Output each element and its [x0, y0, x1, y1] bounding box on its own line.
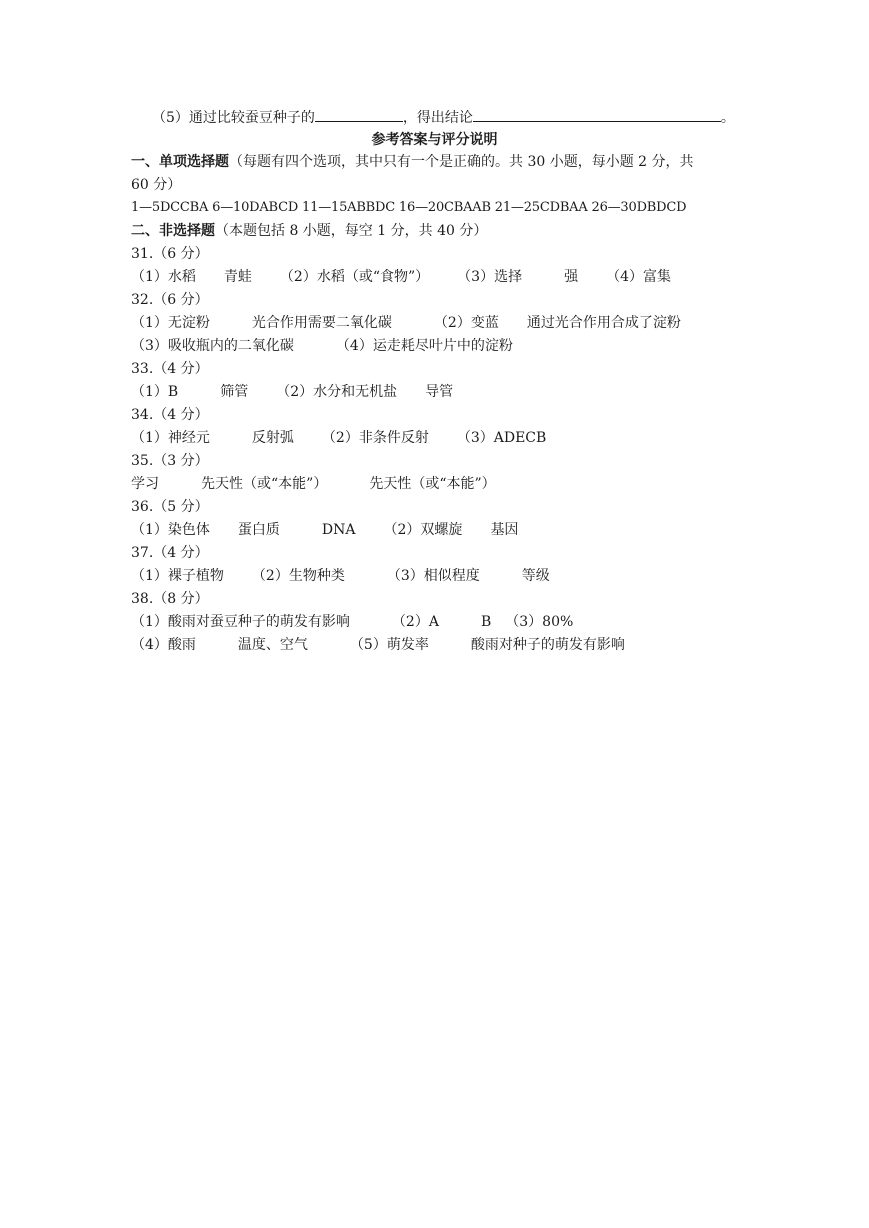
q31-answer-3: （2）水稻（或“食物”） — [279, 269, 430, 285]
q38-answer-1: （1）酸雨对蚕豆种子的萌发有影响 — [131, 614, 350, 630]
q35-answer-1: 学习 — [131, 476, 159, 492]
question-5-line — [152, 106, 735, 126]
q32-answer-2: 光合作用需要二氧化碳 — [251, 315, 392, 331]
q37-answer-2: （2）生物种类 — [251, 568, 345, 584]
section-1-answers: 1—5DCCBA 6—10DABCD 11—15ABBDC 16—20CBAAB 21—25CDBAA 26—30DBDCD — [131, 200, 687, 215]
q32-answer-6: （4）运走耗尽叶片中的淀粉 — [335, 338, 513, 354]
q32-answer-4: 通过光合作用合成了淀粉 — [526, 315, 681, 331]
section-1-line — [131, 152, 694, 172]
q37-answers — [131, 566, 550, 586]
q35-answer-2: 先天性（或“本能”） — [201, 476, 328, 492]
q38-answer-8: 酸雨对种子的萌发有影响 — [470, 637, 625, 653]
answer-blank-1 — [315, 106, 403, 122]
section-1-desc-continued: 60 分） — [131, 177, 182, 193]
q32-answer-1: （1）无淀粉 — [131, 315, 210, 331]
q38-answer-3: B — [480, 614, 492, 630]
q36-answer-1: （1）染色体 — [131, 522, 210, 538]
q35-answer-3: 先天性（或“本能”） — [369, 476, 496, 492]
q36-answers — [131, 520, 518, 540]
answer-title: 参考答案与评分说明 — [371, 132, 498, 148]
q32-answer-5: （3）吸收瓶内的二氧化碳 — [131, 338, 294, 354]
q33-heading: 33.（4 分） — [131, 361, 209, 377]
section-2-line — [131, 221, 487, 241]
q34-answer-4: （3）ADECB — [456, 430, 547, 446]
q32-answers-2 — [131, 336, 513, 356]
q31-answers — [131, 267, 671, 287]
q34-heading: 34.（4 分） — [131, 407, 209, 423]
q38-answer-5: （4）酸雨 — [131, 637, 196, 653]
section-1-desc: （每题有四个选项，其中只有一个是正确的。共 30 小题，每小题 2 分，共 — [229, 154, 694, 170]
q34-answers — [131, 428, 546, 448]
q34-answer-1: （1）神经元 — [131, 430, 210, 446]
q37-heading: 37.（4 分） — [131, 545, 209, 561]
q33-answer-3: （2）水分和无机盐 — [276, 384, 398, 400]
q37-answer-3: （3）相似程度 — [386, 568, 480, 584]
q33-answer-2: 筛管 — [220, 384, 249, 400]
q36-heading: 36.（5 分） — [131, 499, 209, 515]
q31-answer-5: 强 — [564, 269, 579, 285]
q31-answer-4: （3）选择 — [457, 269, 523, 285]
q34-answer-2: 反射弧 — [251, 430, 294, 446]
q38-answer-4: （3）80% — [505, 614, 574, 630]
q32-heading: 32.（6 分） — [131, 292, 209, 308]
q32-answer-3: （2）变蓝 — [433, 315, 499, 331]
q33-answer-1: （1）B — [131, 384, 179, 400]
section-1-heading: 一、单项选择题 — [131, 154, 229, 170]
section-2-desc: （本题包括 8 小题，每空 1 分，共 40 分） — [215, 223, 488, 239]
q33-answer-4: 导管 — [425, 384, 454, 400]
q37-answer-4: 等级 — [521, 568, 550, 584]
question-5-suffix: 。 — [720, 110, 735, 126]
q38-answer-2: （2）A — [391, 614, 439, 630]
q38-answers-2 — [131, 635, 625, 655]
q36-answer-5: 基因 — [490, 522, 519, 538]
q36-answer-3: DNA — [321, 522, 356, 538]
question-5-prefix: （5）通过比较蚕豆种子的 — [152, 110, 315, 126]
q36-answer-2: 蛋白质 — [237, 522, 280, 538]
q38-answer-6: 温度、空气 — [237, 637, 308, 653]
q34-answer-3: （2）非条件反射 — [321, 430, 429, 446]
q32-answers-1 — [131, 313, 681, 333]
q37-answer-1: （1）裸子植物 — [131, 568, 224, 584]
q35-heading: 35.（3 分） — [131, 453, 209, 469]
section-2-heading: 二、非选择题 — [131, 223, 215, 239]
q33-answers — [131, 382, 453, 402]
q31-answer-1: （1）水稻 — [131, 269, 196, 285]
answer-blank-2 — [473, 106, 721, 122]
question-5-middle: ，得出结论 — [402, 110, 473, 126]
q31-answer-6: （4）富集 — [606, 269, 671, 285]
q31-answer-2: 青蛙 — [223, 269, 252, 285]
q36-answer-4: （2）双螺旋 — [383, 522, 463, 538]
q38-heading: 38.（8 分） — [131, 591, 209, 607]
q35-answers — [131, 474, 496, 494]
q31-heading: 31.（6 分） — [131, 246, 209, 262]
q38-answer-7: （5）萌发率 — [349, 637, 429, 653]
q38-answers-1 — [131, 612, 573, 632]
